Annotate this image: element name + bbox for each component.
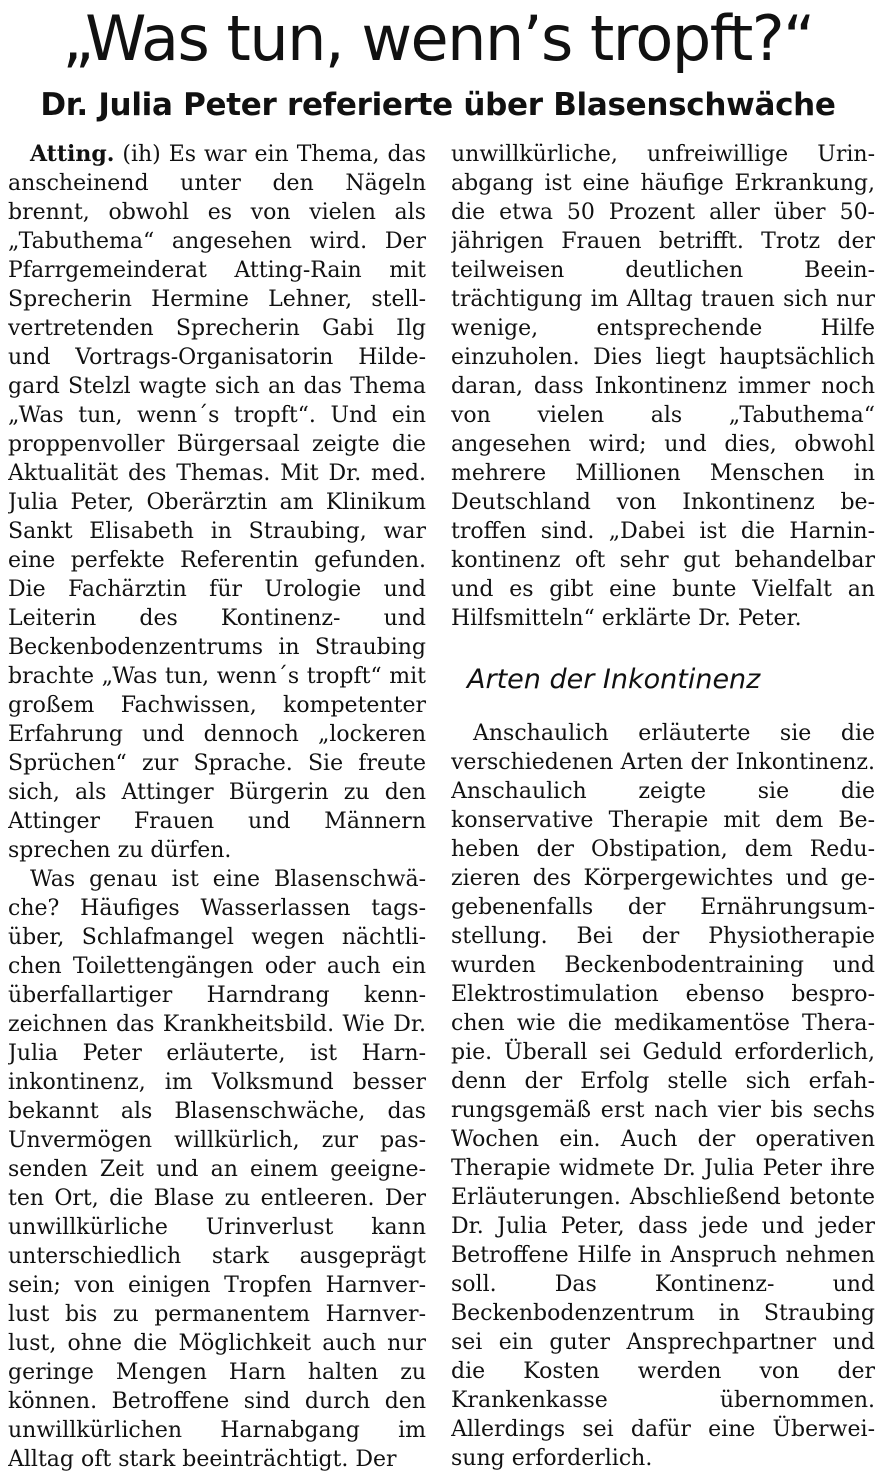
article-headline: „Was tun, wenn’s tropft?“ <box>62 2 814 75</box>
article-intro-text: (ih) Es war ein Thema, das anscheinend unter den Nägeln brennt, obwohl es von vielen als „Tabuthema“ angesehen wird. Der Pfarrgemeinderat Atting-Rain mit Sprecherin Hermine Lehner, stellvertretenden Sprecherin Gabi Ilg und Vortrags-Organisatorin Hildegard Stelzl wagte sich an das Thema „Was tun, wenn´s tropft“. Und ein proppenvoller Bürgersaal zeigte die Aktualität des Themas. Mit Dr. med. Julia Peter, Oberärztin am Klinikum Sankt Elisabeth in Straubing, war eine perfekte Referentin gefunden. Die Fachärztin für Urologie und Leiterin des Kontinenz- und Beckenbodenzentrums in Straubing brachte „Was tun, wenn´s tropft“ mit großem Fachwissen, kompetenter Erfahrung und dennoch „lockeren Sprüchen“ zur Sprache. Sie freute sich, als Attinger Bürgerin zu den Attinger Frauen und Männern sprechen zu dürfen. <box>8 142 426 863</box>
article-paragraph-intro <box>8 140 426 865</box>
article-paragraph-3: Anschaulich erläuterte sie die verschiedenen Arten der Inkontinenz. Anschaulich zeigte sie die konservative Therapie mit dem Beheben der Obstipation, dem Reduzieren des Körpergewichtes und gegebenenfalls der Ernährungsumstellung. Bei der Physiotherapie wurden Beckenbodentraining und Elektrostimulation ebenso besprochen wie die medikamentöse Therapie. Überall sei Geduld erforderlich, denn der Erfolg stelle sich erfahrungsgemäß erst nach vier bis sechs Wochen ein. Auch der operativen Therapie widmete Dr. Julia Peter ihre Erläuterungen. Abschließend betonte Dr. Julia Peter, dass jede und jeder Betroffene Hilfe in Anspruch nehmen soll. Das Kontinenz- und Beckenbodenzentrum in Straubing sei ein guter Ansprechpartner und die Kosten werden von der Krankenkasse übernommen. Allerdings sei dafür eine Überweisung erforderlich. <box>451 721 875 1471</box>
article-paragraph-2: Was genau ist eine Blasenschwäche? Häufiges Wasserlassen tagsüber, Schlafmangel wegen nächtlichen Toilettengängen oder auch ein überfallartiger Harndrang kennzeichnen das Krankheitsbild. Wie Dr. Julia Peter erläuterte, ist Harninkontinenz, im Volksmund besser bekannt als Blasenschwäche, das Unvermögen willkürlich, zur passenden Zeit und an einem geeigneten Ort, die Blase zu entleeren. Der unwillkürliche Urinverlust kann unterschiedlich stark ausgeprägt sein; von einigen Tropfen Harnverlust bis zu permanentem Harnverlust, ohne die Möglichkeit auch nur geringe Mengen Harn halten zu können. Betroffene sind durch den unwillkürlichen Harnabgang im Alltag oft stark beeinträchtigt. Der <box>8 867 426 1472</box>
article-paragraph-2-continued: unwillkürliche, unfreiwillige Urinabgang ist eine häufige Erkrankung, die etwa 50 Prozent aller über 50-jährigen Frauen betrifft. Trotz der teilweisen deutlichen Beeinträchtigung im Alltag trauen sich nur wenige, entsprechende Hilfe einzuholen. Dies liegt hauptsächlich daran, dass Inkontinenz immer noch von vielen als „Tabuthema“ angesehen wird; und dies, obwohl mehrere Millionen Menschen in Deutschland von Inkontinenz betroffen sind. „Dabei ist die Harninkontinenz oft sehr gut behandelbar und es gibt eine bunte Vielfalt an Hilfsmitteln“ erklärte Dr. Peter. <box>451 142 875 631</box>
article-column-right <box>451 140 875 1480</box>
article-column-left <box>8 140 426 1480</box>
section-heading: Arten der Inkontinenz <box>467 664 761 695</box>
article-subheadline: Dr. Julia Peter referierte über Blasenschwäche <box>40 87 836 123</box>
article-dateline: Atting. <box>30 141 115 167</box>
